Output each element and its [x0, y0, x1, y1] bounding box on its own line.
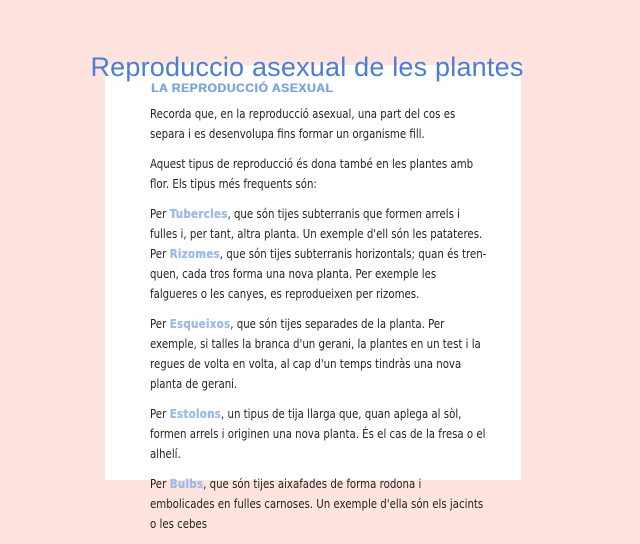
paragraph-text: Aquest tipus de reproducció és dona també en les plantes amb flor. Els tipus més frequents són: [150, 157, 474, 191]
paragraph-text: , que són tijes subterranis que formen arrels i fulles i, per tant, altra planta. Un exemple d'ell són les patateres. [150, 207, 483, 241]
paragraph-prefix: Per [150, 317, 170, 331]
paragraph-text: , que són tijes subterranis horizontals; quan és tren-quen, cada tros forma una nova planta. Per exemple les falgueres o les canyes, es reprodueixen per rizomes. [150, 247, 487, 301]
paragraph-prefix: Per [150, 477, 170, 491]
paragraph-types-intro [150, 154, 487, 194]
paragraph-tubercles [150, 204, 487, 244]
keyword-estolons: Estolons [169, 407, 222, 421]
page-title: Reproduccio asexual de les plantes [90, 52, 524, 82]
paragraph-prefix: Per [150, 207, 170, 221]
paragraph-prefix: Per [150, 407, 170, 421]
paragraph-text: Recorda que, en la reproducció asexual, una part del cos es separa i es desenvolupa fins formar un organisme fill. [150, 107, 456, 141]
paragraph-text: , un tipus de tija llarga que, quan aplega al sòl, formen arrels i originen una nova planta. És el cas de la fresa o el alhelí. [150, 407, 486, 461]
paragraph-rizomes [150, 244, 487, 304]
keyword-esqueixos: Esqueixos [169, 317, 231, 331]
keyword-bulbs: Bulbs [169, 477, 204, 491]
paragraph-prefix: Per [150, 247, 170, 261]
paragraph-text: , que són tijes aixafades de forma rodona i embolicades en fulles carnoses. Un exemple d'ella són els jacints o les cebes [150, 477, 484, 531]
keyword-rizomes: Rizomes [169, 247, 220, 261]
keyword-tubercles: Tubercles [169, 207, 228, 221]
paragraph-intro [150, 104, 487, 144]
paragraph-text: , que són tijes separades de la planta. Per exemple, si talles la branca d'un gerani, la plantes en un test i la regues de volta en volta, al cap d'un temps tindràs una nova planta de gerani. [150, 317, 481, 391]
paragraph-bulbs [150, 474, 487, 534]
paragraph-estolons [150, 404, 487, 464]
paragraph-esqueixos [150, 314, 487, 394]
body-text [150, 104, 487, 544]
section-heading: LA REPRODUCCIÓ ASEXUAL [151, 81, 334, 95]
